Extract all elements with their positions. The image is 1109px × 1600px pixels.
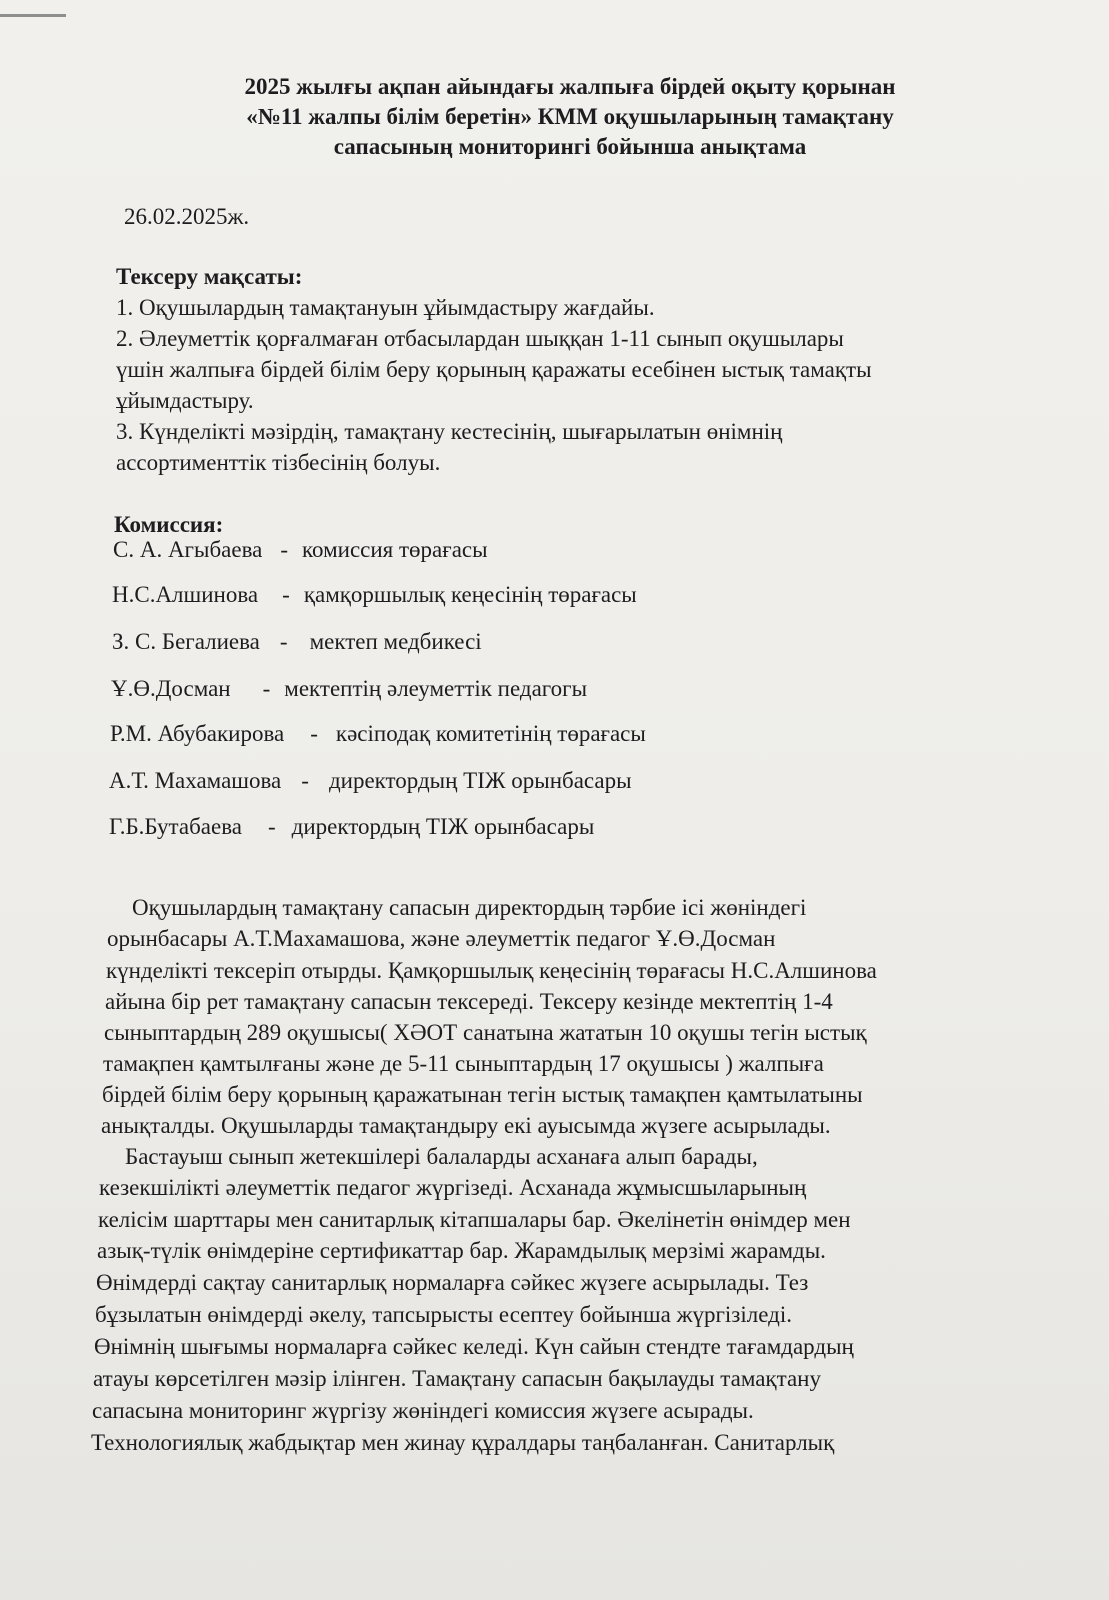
- commission-member: [111, 676, 587, 702]
- commission-member: [113, 537, 488, 563]
- member-dash: -: [279, 629, 288, 654]
- body-line: Өнімдерді сақтау санитарлық нормаларға сәйкес жүзеге асырылады. Тез: [96, 1270, 809, 1295]
- body-line: сыныптардың 289 оқушысы( ХӘОТ санатына жататын 10 оқушы тегін ыстық: [104, 1020, 867, 1045]
- member-role: директордың ТІЖ орынбасары: [291, 814, 595, 839]
- body-line: Өнімнің шығымы нормаларға сәйкес келеді. Күн сайын стендте тағамдардың: [94, 1334, 854, 1359]
- body-line: азық-түлік өнімдеріне сертификаттар бар. Жарамдылық мерзімі жарамды.: [97, 1238, 826, 1263]
- body-line: кезекшілікті әлеуметтік педагог жүргізеді. Асханада жұмысшыларының: [99, 1175, 807, 1200]
- title-line: 2025 жылғы ақпан айындағы жалпыға бірдей оқыту қорынан: [244, 74, 896, 99]
- member-role: қамқоршылық кеңесінің төрағасы: [303, 582, 637, 607]
- member-role: кәсіподақ комитетінің төрағасы: [335, 721, 646, 746]
- commission-member: [110, 721, 646, 747]
- member-dash: -: [262, 676, 271, 701]
- body-line: анықталды. Оқушыларды тамақтандыру екі ауысымда жүзеге асырылады.: [101, 1113, 831, 1138]
- member-dash: -: [301, 768, 309, 793]
- body-line: Бастауыш сынып жетекшілері балаларды асханаға алып барады,: [125, 1144, 758, 1169]
- member-role: мектеп медбикесі: [309, 629, 482, 654]
- document-title: [100, 72, 1040, 162]
- commission-member: [109, 768, 632, 794]
- document-date: 26.02.2025ж.: [124, 204, 250, 229]
- member-role: мектептің әлеуметтік педагогы: [284, 676, 588, 701]
- title-line: сапасының мониторингі бойынша анықтама: [333, 134, 807, 159]
- body-line: Оқушылардың тамақтану сапасын директордың тәрбие ісі жөніндегі: [132, 895, 807, 920]
- member-role: комиссия төрағасы: [302, 537, 488, 562]
- title-line: «№11 жалпы білім беретін» КММ оқушыларының тамақтану: [246, 104, 894, 129]
- body-line: сапасына мониторинг жүргізу жөніндегі комиссия жүзеге асырады.: [92, 1398, 754, 1423]
- page-edge-mark: [0, 14, 66, 17]
- member-name: Р.М. Абубакирова: [110, 721, 285, 746]
- goal-line: 1. Оқушылардың тамақтануын ұйымдастыру жағдайы.: [116, 295, 655, 320]
- commission-member: [112, 629, 482, 655]
- body-line: атауы көрсетілген мәзір ілінген. Тамақтану сапасын бақылауды тамақтану: [93, 1366, 821, 1391]
- commission-member: [112, 582, 637, 608]
- member-name: З. С. Бегалиева: [112, 629, 260, 654]
- member-dash: -: [267, 814, 276, 839]
- goal-line: 3. Күнделікті мәзірдің, тамақтану кестесінің, шығарылатын өнімнің: [116, 419, 783, 444]
- member-dash: -: [282, 582, 290, 607]
- member-name: Н.С.Алшинова: [112, 582, 259, 607]
- commission-heading: Комиссия:: [114, 512, 224, 537]
- goal-line: үшін жалпыға бірдей білім беру қорының қаражаты есебінен ыстық тамақты: [116, 357, 872, 382]
- inspection-goals: [116, 261, 1036, 478]
- member-name: Ұ.Ө.Досман: [111, 676, 231, 701]
- goal-line: ассортименттік тізбесінің болуы.: [116, 450, 441, 475]
- body-line: күнделікті тексеріп отырды. Қамқоршылық кеңесінің төрағасы Н.С.Алшинова: [106, 958, 877, 983]
- body-line: Технологиялық жабдықтар мен жинау құралдары таңбаланған. Санитарлық: [91, 1430, 835, 1455]
- goal-line: ұйымдастыру.: [116, 388, 254, 413]
- body-line: бірдей білім беру қорының қаражатынан тегін ыстық тамақпен қамтылатыны: [102, 1082, 863, 1107]
- member-name: А.Т. Махамашова: [109, 768, 282, 793]
- body-line: бұзылатын өнімдерді әкелу, тапсырысты есептеу бойынша жүргізіледі.: [95, 1302, 792, 1327]
- body-line: орынбасары А.Т.Махамашова, және әлеуметтік педагог Ұ.Ө.Досман: [107, 926, 776, 951]
- body-line: тамақпен қамтылғаны және де 5-11 сыныптардың 17 оқушысы ) жалпыға: [103, 1051, 824, 1076]
- member-name: Г.Б.Бутабаева: [109, 814, 242, 839]
- body-line: келісім шарттары мен санитарлық кітапшалары бар. Әкелінетін өнімдер мен: [98, 1207, 851, 1232]
- goals-heading: Тексеру мақсаты:: [116, 264, 303, 289]
- commission-member: [109, 814, 594, 840]
- goal-line: 2. Әлеуметтік қорғалмаған отбасылардан шыққан 1-11 сынып оқушылары: [116, 326, 844, 351]
- member-role: директордың ТІЖ орынбасары: [328, 768, 632, 793]
- body-line: айына бір рет тамақтану сапасын тексереді. Тексеру кезінде мектептің 1-4: [105, 989, 833, 1014]
- member-dash: -: [310, 721, 318, 746]
- member-dash: -: [280, 537, 289, 562]
- member-name: С. А. Агыбаева: [113, 537, 263, 562]
